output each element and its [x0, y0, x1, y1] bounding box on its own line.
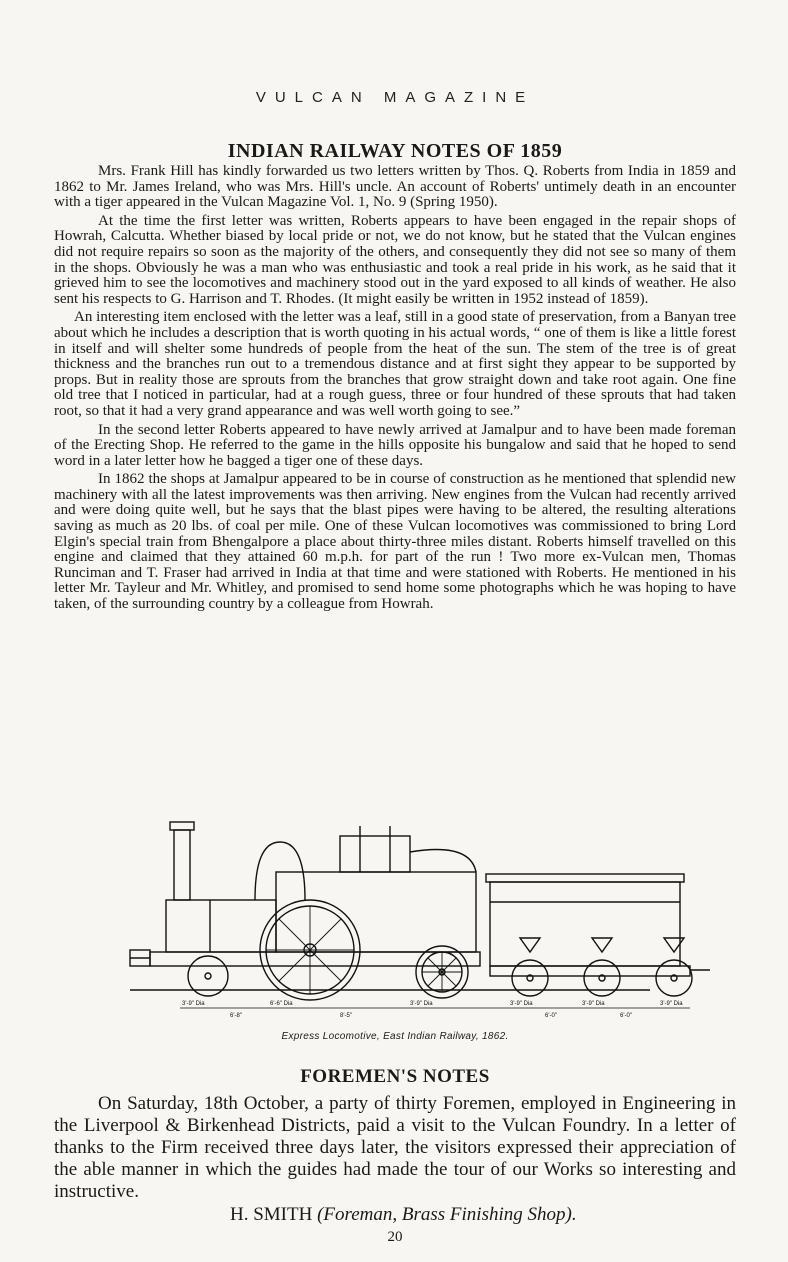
dim-label: 8'-5" — [340, 1013, 352, 1019]
dim-label: 6'-0" — [620, 1013, 632, 1019]
dim-label: 3'-9" Dia — [660, 1001, 683, 1007]
dim-label: 3'-9" Dia — [182, 1001, 205, 1007]
article-body — [54, 164, 736, 616]
paragraph-2: At the time the first letter was written, Roberts appears to have been engaged in the repair shops of Howrah, Calcutta. Whether biased by local pride or not, we do not know, but he stated that the Vulcan engines did not require repairs so soon as the majority of the others, and consequently they did not see so many of them in the shops. Obviously he was a man who was enthusiastic and took a real pride in his work, as he said that it grieved him to see the locomotives and machinery stood out in the yard exposed to all kinds of weather. He also sent his respects to G. Harrison and T. Rhodes. (It might easily be written in 1952 instead of 1859). — [54, 212, 736, 307]
dim-label: 6'-8" — [230, 1013, 242, 1019]
signature — [230, 1204, 577, 1226]
masthead: VULCAN MAGAZINE — [255, 89, 535, 106]
article-title: INDIAN RAILWAY NOTES OF 1859 — [227, 140, 563, 162]
chimney-cap — [170, 822, 194, 830]
signature-name: H. SMITH — [230, 1204, 313, 1225]
dimension-labels — [182, 1001, 683, 1019]
section-paragraph: On Saturday, 18th October, a party of thirty Foremen, employed in Engineering in the Liverpool & Birkenhead Districts, paid a visit to the Vulcan Foundry. In a letter of thanks to the Firm received three days later, the visitors expressed their appreciation of the able manner in which the guides had made the tour of our Works so interesting and instructive. — [54, 1093, 736, 1202]
dim-label: 3'-9" Dia — [582, 1001, 605, 1007]
figure-caption: Express Locomotive, East Indian Railway, 1862. — [281, 1031, 509, 1042]
paragraph-5: In 1862 the shops at Jamalpur appeared to be in course of construction as he mentioned that splendid new machinery with all the latest improvements was then arriving. New engines from the Vulcan had recently arrived and were doing quite well, but he says that the blast pipes were having to be altered, the resulting alterations saving as much as 20 lbs. of coal per mile. One of these Vulcan locomotives was commissioned to bring Lord Elgin's special train from Bhengalpore a place about thirty-three miles distant. Roberts himself travelled on this engine and claimed that they attained 60 m.p.h. for part of the run ! Two more ex-Vulcan men, Thomas Runciman and T. Fraser had arrived in India at that time and were stationed with Roberts. He mentioned in his letter Mr. Tayleur and Mr. Whitley, and promised to send home some photographs which he was hoping to have taken, of the surrounding country by a colleague from Howrah. — [54, 471, 736, 613]
paragraph-4: In the second letter Roberts appeared to have newly arrived at Jamalpur and to have been made foreman of the Erecting Shop. He referred to the game in the hills opposite his bungalow and said that he hoped to send word in a later letter how he bagged a tiger one of these days. — [54, 421, 736, 469]
dim-label: 6'-6" Dia — [270, 1001, 293, 1007]
signature-role: (Foreman, Brass Finishing Shop). — [317, 1204, 577, 1225]
page-number: 20 — [387, 1229, 403, 1245]
paragraph-1: Mrs. Frank Hill has kindly forwarded us two letters written by Thos. Q. Roberts from India in 1859 and 1862 to Mr. James Ireland, who was Mrs. Hill's uncle. An account of Roberts' untimely death in an encounter with a tiger appeared in the Vulcan Magazine Vol. 1, No. 9 (Spring 1950). — [54, 163, 736, 211]
section-body — [54, 1093, 736, 1203]
locomotive-drawing — [90, 812, 710, 1024]
locomotive-illustration — [90, 812, 710, 1024]
dim-label: 3'-9" Dia — [410, 1001, 433, 1007]
dim-label: 3'-9" Dia — [510, 1001, 533, 1007]
section-title: FOREMEN'S NOTES — [300, 1066, 490, 1087]
dim-label: 6'-0" — [545, 1013, 557, 1019]
paragraph-3: An interesting item enclosed with the letter was a leaf, still in a good state of preservation, from a Banyan tree about which he includes a description that is worth quoting in his actual words, “ one of them is like a little forest in itself and will shelter some hundreds of people from the heat of the sun. The stem of the tree is of great thickness and the branches run out to a tremendous distance and at first sight they appear to be supported by props. But in reality those are sprouts from the branches that grow straight down and take root again. One fine old tree that I noticed in particular, had at a rough guess, three or four hundred of these sprouts that had taken root, so that it had a very grand appearance and was well worth going to see.” — [54, 309, 736, 419]
